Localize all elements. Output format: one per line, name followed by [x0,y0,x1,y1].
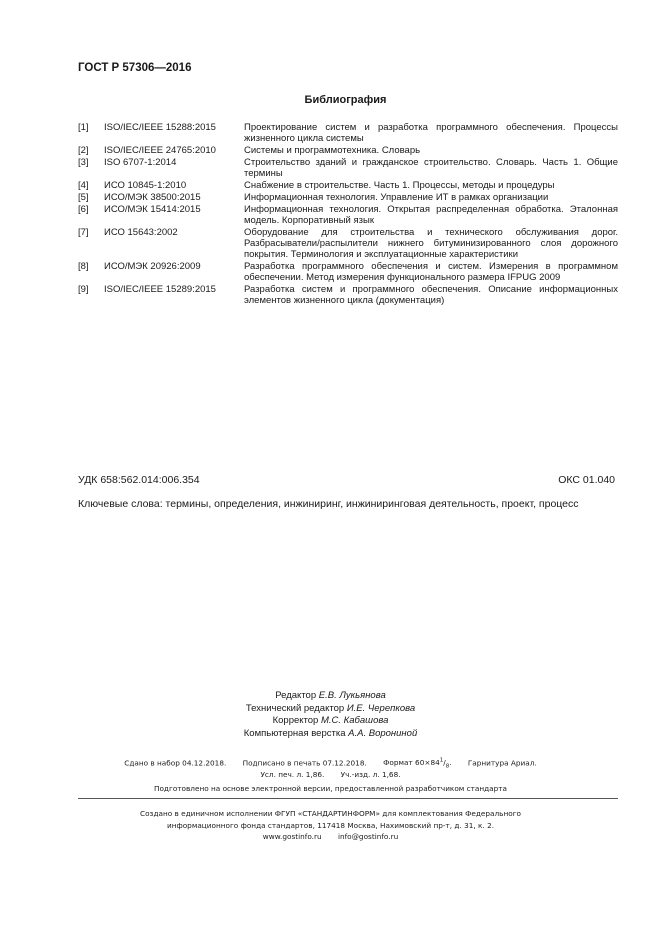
print-info [0,758,661,770]
entry-standard: ИСО 10845-1:2010 [104,180,187,191]
bibliography-entry [78,122,618,144]
entry-number: [4] [78,180,89,191]
email-link[interactable]: info@gostinfo.ru [337,832,399,841]
bibliography-entry [78,284,618,306]
entry-number: [5] [78,192,89,203]
entry-standard: ISO/IEC/IEEE 15289:2015 [104,284,216,295]
entry-standard: ISO/IEC/IEEE 24765:2010 [104,145,216,156]
pub-sheets: Уч.-изд. л. 1,68. [340,770,401,779]
bibliography-title: Библиография [304,94,387,106]
entry-number: [2] [78,145,89,156]
signed-to-print: Подписано в печать 07.12.2018. [242,758,367,768]
entry-title: Строительство зданий и гражданское строительство. Словарь. Часть 1. Общие термины [244,157,618,179]
sheet-info [0,770,661,779]
publisher-line-2: информационного фонда стандартов, 117418 Москва, Нахимовский пр-т, д. 31, к. 2. [166,820,495,830]
credit-tech-editor-name: И.Е. Черепкова [346,702,416,714]
credit-tech-editor-label: Технический редактор [245,702,345,714]
oks-code: ОКС 01.040 [558,474,615,486]
bibliography-entry [78,145,618,156]
credit-corrector-name: М.С. Кабашова [320,715,389,726]
entry-standard: ИСО/МЭК 15414:2015 [104,204,201,215]
credit-corrector-label: Корректор [272,715,319,726]
website-link[interactable]: www.gostinfo.ru [262,832,322,841]
bibliography-entry [78,192,618,203]
bibliography-entry [78,261,618,283]
entry-number: [9] [78,284,89,295]
entry-standard: ИСО/МЭК 38500:2015 [104,192,201,203]
credit-layout [0,728,661,741]
credit-tech-editor [0,703,661,716]
credit-editor [0,690,661,703]
entry-standard: ИСО 15643:2002 [104,227,178,238]
entry-title: Информационная технология. Управление ИТ в рамках организации [244,192,549,203]
document-code: ГОСТ Р 57306—2016 [78,62,192,74]
entry-number: [6] [78,204,89,215]
credit-layout-name: А.А. Ворониной [348,727,418,739]
bibliography-list [78,122,618,307]
sent-to-set: Сдано в набор 04.12.2018. [124,758,227,768]
credit-corrector [0,715,661,728]
credit-editor-label: Редактор [275,690,317,701]
bibliography-entry [78,180,618,191]
bibliography-entry [78,204,618,226]
publisher-info [0,808,661,843]
entry-title: Снабжение в строительстве. Часть 1. Процессы, методы и процедуры [244,180,555,191]
entry-title: Проектирование систем и разработка программного обеспечения. Процессы жизненного цикла системы [244,122,618,144]
entry-number: [3] [78,157,89,168]
format-info: Формат $60\times 84^1/_8$. [383,758,452,770]
divider [78,798,618,799]
entry-standard: ИСО/МЭК 20926:2009 [104,261,201,272]
entry-standard: ISO/IEC/IEEE 15288:2015 [104,122,216,133]
entry-number: [8] [78,261,89,272]
credits-block [0,690,661,740]
publisher-contacts [0,831,661,843]
entry-standard: ISO 6707-1:2014 [104,157,177,168]
print-sheets: Усл. печ. л. 1,86. [260,770,325,779]
keywords: Ключевые слова: термины, определения, инжиниринг, инжиниринговая деятельность, проект, процесс [78,498,579,510]
entry-number: [1] [78,122,89,133]
entry-title: Разработка систем и программного обеспечения. Описание информационных элементов жизненного цикла (документация) [244,284,618,306]
entry-title: Информационная технология. Открытая распределенная обработка. Эталонная модель. Корпоративный язык [244,204,618,226]
entry-number: [7] [78,227,89,238]
entry-title: Разработка программного обеспечения и систем. Измерения в программном обеспечении. Метод измерения функционального размера IFPUG 2009 [244,261,618,283]
entry-title: Системы и программотехника. Словарь [244,145,421,156]
bibliography-entry [78,157,618,179]
udk-code: УДК 658:562.014:006.354 [78,474,200,486]
credit-layout-label: Компьютерная верстка [243,727,346,739]
typeface: Гарнитура Ариал. [467,758,537,768]
publisher-line-1: Создано в единичном исполнении ФГУП «СТАНДАРТИНФОРМ» для комплектования Федерального [140,809,521,818]
entry-title: Оборудование для строительства и технического обслуживания дорог. Разбрасыватели/распылители нижнего битуминизированного слоя дорожного покрытия. Терминология и эксплуатационные характеристики [244,227,618,260]
bibliography-entry [78,227,618,260]
prepared-note: Подготовлено на основе электронной версии, предоставленной разработчиком стандарта [153,784,508,793]
credit-editor-name: Е.В. Лукьянова [318,690,386,701]
